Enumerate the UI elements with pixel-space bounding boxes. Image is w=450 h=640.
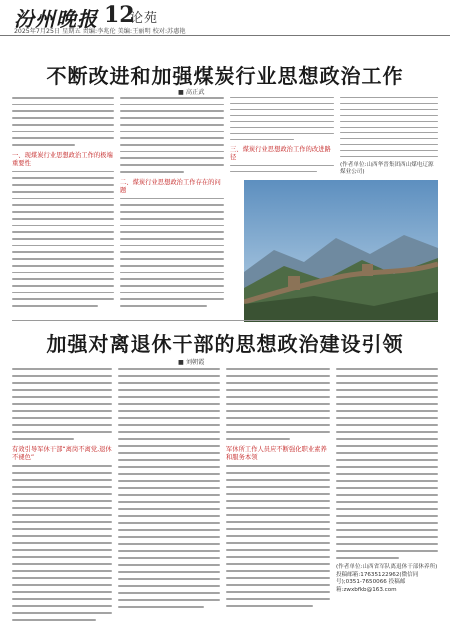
masthead-rule xyxy=(0,35,450,36)
article-2-col-1 xyxy=(12,368,112,630)
article-1-col-3 xyxy=(230,97,334,177)
column-name: 论苑 xyxy=(130,11,159,26)
masthead xyxy=(0,0,450,34)
edition-info: 2025年7月25日 星期五 责编:李兆伦 美编:王丽明 校对:苏惠艳 xyxy=(14,28,186,35)
article-1-subhead-1: 一、现煤炭行业思想政治工作的极端重要性 xyxy=(12,151,113,167)
article-2-subhead-2: 军休所工作人员应不断强化职业素养和服务本领 xyxy=(226,446,327,461)
article-2-headline: 加强对离退休干部的思想政治建设引领 xyxy=(46,332,404,356)
submission-contact: 投稿邮箱:17635122962(微信同号);0351-7650066 投稿邮箱:zwxbfkb@163.com xyxy=(336,571,419,593)
article-2-col-4 xyxy=(336,368,438,630)
article-2-byline: ■ 刘朝霞 xyxy=(178,359,205,366)
newspaper-brand: 汾州晚报 xyxy=(14,7,98,31)
article-2-subhead-1: 有效引导军休干部“离岗不离党,退休不褪色” xyxy=(12,446,112,461)
article-2-col-3 xyxy=(226,368,330,630)
article-2-col-2 xyxy=(118,368,220,630)
great-wall-photo xyxy=(244,180,438,322)
article-1-byline: ■ 高正武 xyxy=(178,89,205,96)
article-1-subhead-3: 三、煤炭行业思想政治工作的改进路径 xyxy=(230,146,331,161)
article-1-author-note: (作者单位:山西华晋集团西山煤电辽源煤业公司) xyxy=(340,161,434,176)
article-1-headline: 不断改进和加强煤炭行业思想政治工作 xyxy=(46,64,404,88)
article-2-author-note: (作者单位:山西省军队离退休干部休养所) xyxy=(336,564,438,570)
article-1-col-1 xyxy=(12,97,114,312)
article-1-col-4 xyxy=(340,97,438,177)
article-1-subhead-2: 二、煤炭行业思想政治工作存在的问题 xyxy=(120,178,221,194)
page-number: 12 xyxy=(104,2,135,28)
article-1-col-2 xyxy=(120,97,224,312)
article-rule xyxy=(12,320,438,321)
